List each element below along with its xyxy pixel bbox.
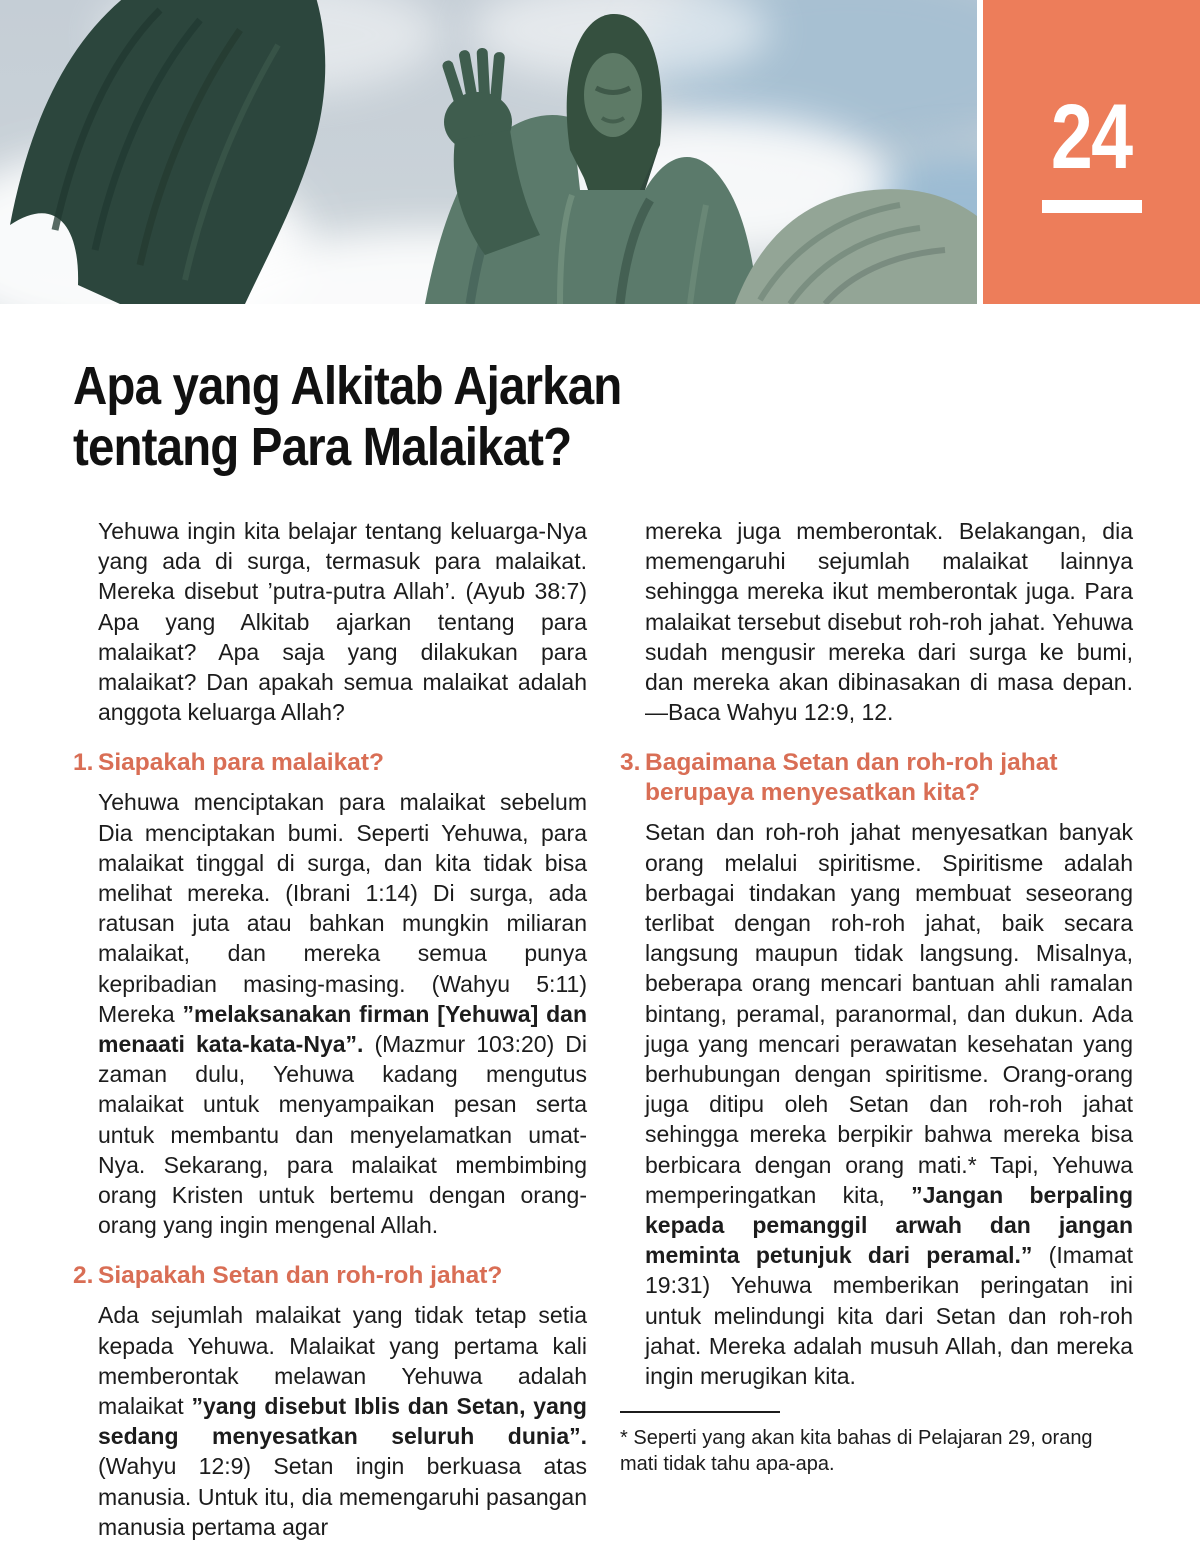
footnote-symbol: * (620, 1427, 628, 1450)
lesson-number-underline (1042, 200, 1142, 213)
section-heading (620, 748, 1133, 808)
page-title (73, 356, 1006, 478)
paragraph: Ada sejumlah malaikat yang tidak tetap setia kepada Yehuwa. Malaikat yang pertama kali memberontak melawan Yehuwa adalah malaikat ”yang disebut Iblis dan Setan, yang sedang menyesatkan seluruh dunia”. (Wahyu 12:9) Setan ingin berkuasa atas manusia. Untuk itu, dia memengaruhi pasangan manusia pertama agar (98, 1302, 587, 1540)
bold-scripture-quote: ”yang disebut Iblis dan Setan, yang sedang menyesatkan seluruh dunia”. (98, 1393, 587, 1450)
section-number: 1. (73, 749, 94, 777)
lesson-number-badge (983, 0, 1200, 304)
section-title: Siapakah Setan dan roh-roh jahat? (98, 1262, 503, 1290)
column-left (73, 516, 587, 1542)
two-column-text (73, 516, 1133, 1542)
hero-row (0, 0, 1200, 304)
footnote-rule (620, 1411, 780, 1413)
angel-statue-illustration (0, 0, 977, 304)
section-heading (73, 1261, 587, 1291)
paragraph: Yehuwa menciptakan para malaikat sebelum Dia menciptakan bumi. Seperti Yehuwa, para malaikat tinggal di surga, dan kita tidak bisa melihat mereka. (Ibrani 1:14) Di surga, ada ratusan juta atau bahkan mungkin miliaran malaikat, dan mereka semua punya kepribadian masing-masing. (Wahyu 5:11) Mereka ”melaksanakan firman [Yehuwa] dan menaati kata-kata-Nya”. (Mazmur 103:20) Di zaman dulu, Yehuwa kadang mengutus malaikat untuk menyampaikan pesan serta untuk membantu dan menyelamatkan umat-Nya. Sekarang, para malaikat membimbing orang Kristen untuk bertemu dengan orang-orang yang ingin mengenal Allah. (98, 789, 587, 1239)
column-right (620, 516, 1133, 1542)
page-title-line-1: Apa yang Alkitab Ajarkan (73, 356, 622, 416)
section-number: 2. (73, 1262, 94, 1290)
angel-statue-photo (0, 0, 977, 304)
section-title: Siapakah para malaikat? (98, 749, 384, 777)
footnote (620, 1411, 1133, 1477)
section-number: 3. (620, 749, 641, 777)
paragraph: Yehuwa ingin kita belajar tentang keluarga-Nya yang ada di surga, termasuk para malaikat. Mereka disebut ’putra-putra Allah’. (Ayub 38:7) Apa yang Alkitab ajarkan tentang para malaikat? Apa saja yang dilakukan para malaikat? Dan apakah semua malaikat adalah anggota keluarga Allah? (98, 518, 587, 726)
paragraph: mereka juga memberontak. Belakangan, dia memengaruhi sejumlah malaikat lainnya sehingga mereka ikut memberontak juga. Para malaikat tersebut disebut roh-roh jahat. Yehuwa sudah mengusir mereka dari surga ke bumi, dan mereka akan dibinasakan di masa depan.—Baca Wahyu 12:9, 12. (645, 518, 1133, 726)
page-title-line-2: tentang Para Malaikat? (73, 417, 572, 477)
footnote-body: Seperti yang akan kita bahas di Pelajaran 29, orang mati tidak tahu apa-apa. (620, 1427, 1093, 1476)
lesson-number: 24 (1051, 86, 1132, 188)
page-body (0, 356, 1200, 1542)
statue-head (567, 14, 662, 190)
section-title: Bagaimana Setan dan roh-roh jahat berupaya menyesatkan kita? (645, 749, 1058, 807)
section-heading (73, 748, 587, 778)
footnote-text (620, 1425, 1133, 1477)
bold-scripture-quote: ”melaksanakan firman [Yehuwa] dan menaati kata-kata-Nya”. (98, 1000, 587, 1058)
paragraph: Setan dan roh-roh jahat menyesatkan banyak orang melalui spiritisme. Spiritisme adalah berbagai tindakan yang membuat seseorang terlibat dengan roh-roh jahat, baik secara langsung maupun tidak langsung. Misalnya, beberapa orang mencari bantuan ahli ramalan bintang, peramal, paranormal, dan dukun. Ada juga yang mencari perawatan kesehatan yang berhubungan dengan spiritisme. Orang-orang juga ditipu oleh Setan dan roh-roh jahat sehingga mereka berpikir bahwa mereka bisa berbicara dengan orang mati.* Tapi, Yehuwa memperingatkan kita, ”Jangan berpaling kepada pemanggil arwah dan jangan meminta petunjuk dari peramal.” (Imamat 19:31) Yehuwa memberikan peringatan ini untuk melindungi kita dari Setan dan roh-roh jahat. Mereka adalah musuh Allah, dan mereka ingin merugikan kita. (645, 819, 1134, 1390)
bold-scripture-quote: ”Jangan berpaling kepada pemanggil arwah dan jangan meminta petunjuk dari peramal.” (645, 1181, 1133, 1269)
